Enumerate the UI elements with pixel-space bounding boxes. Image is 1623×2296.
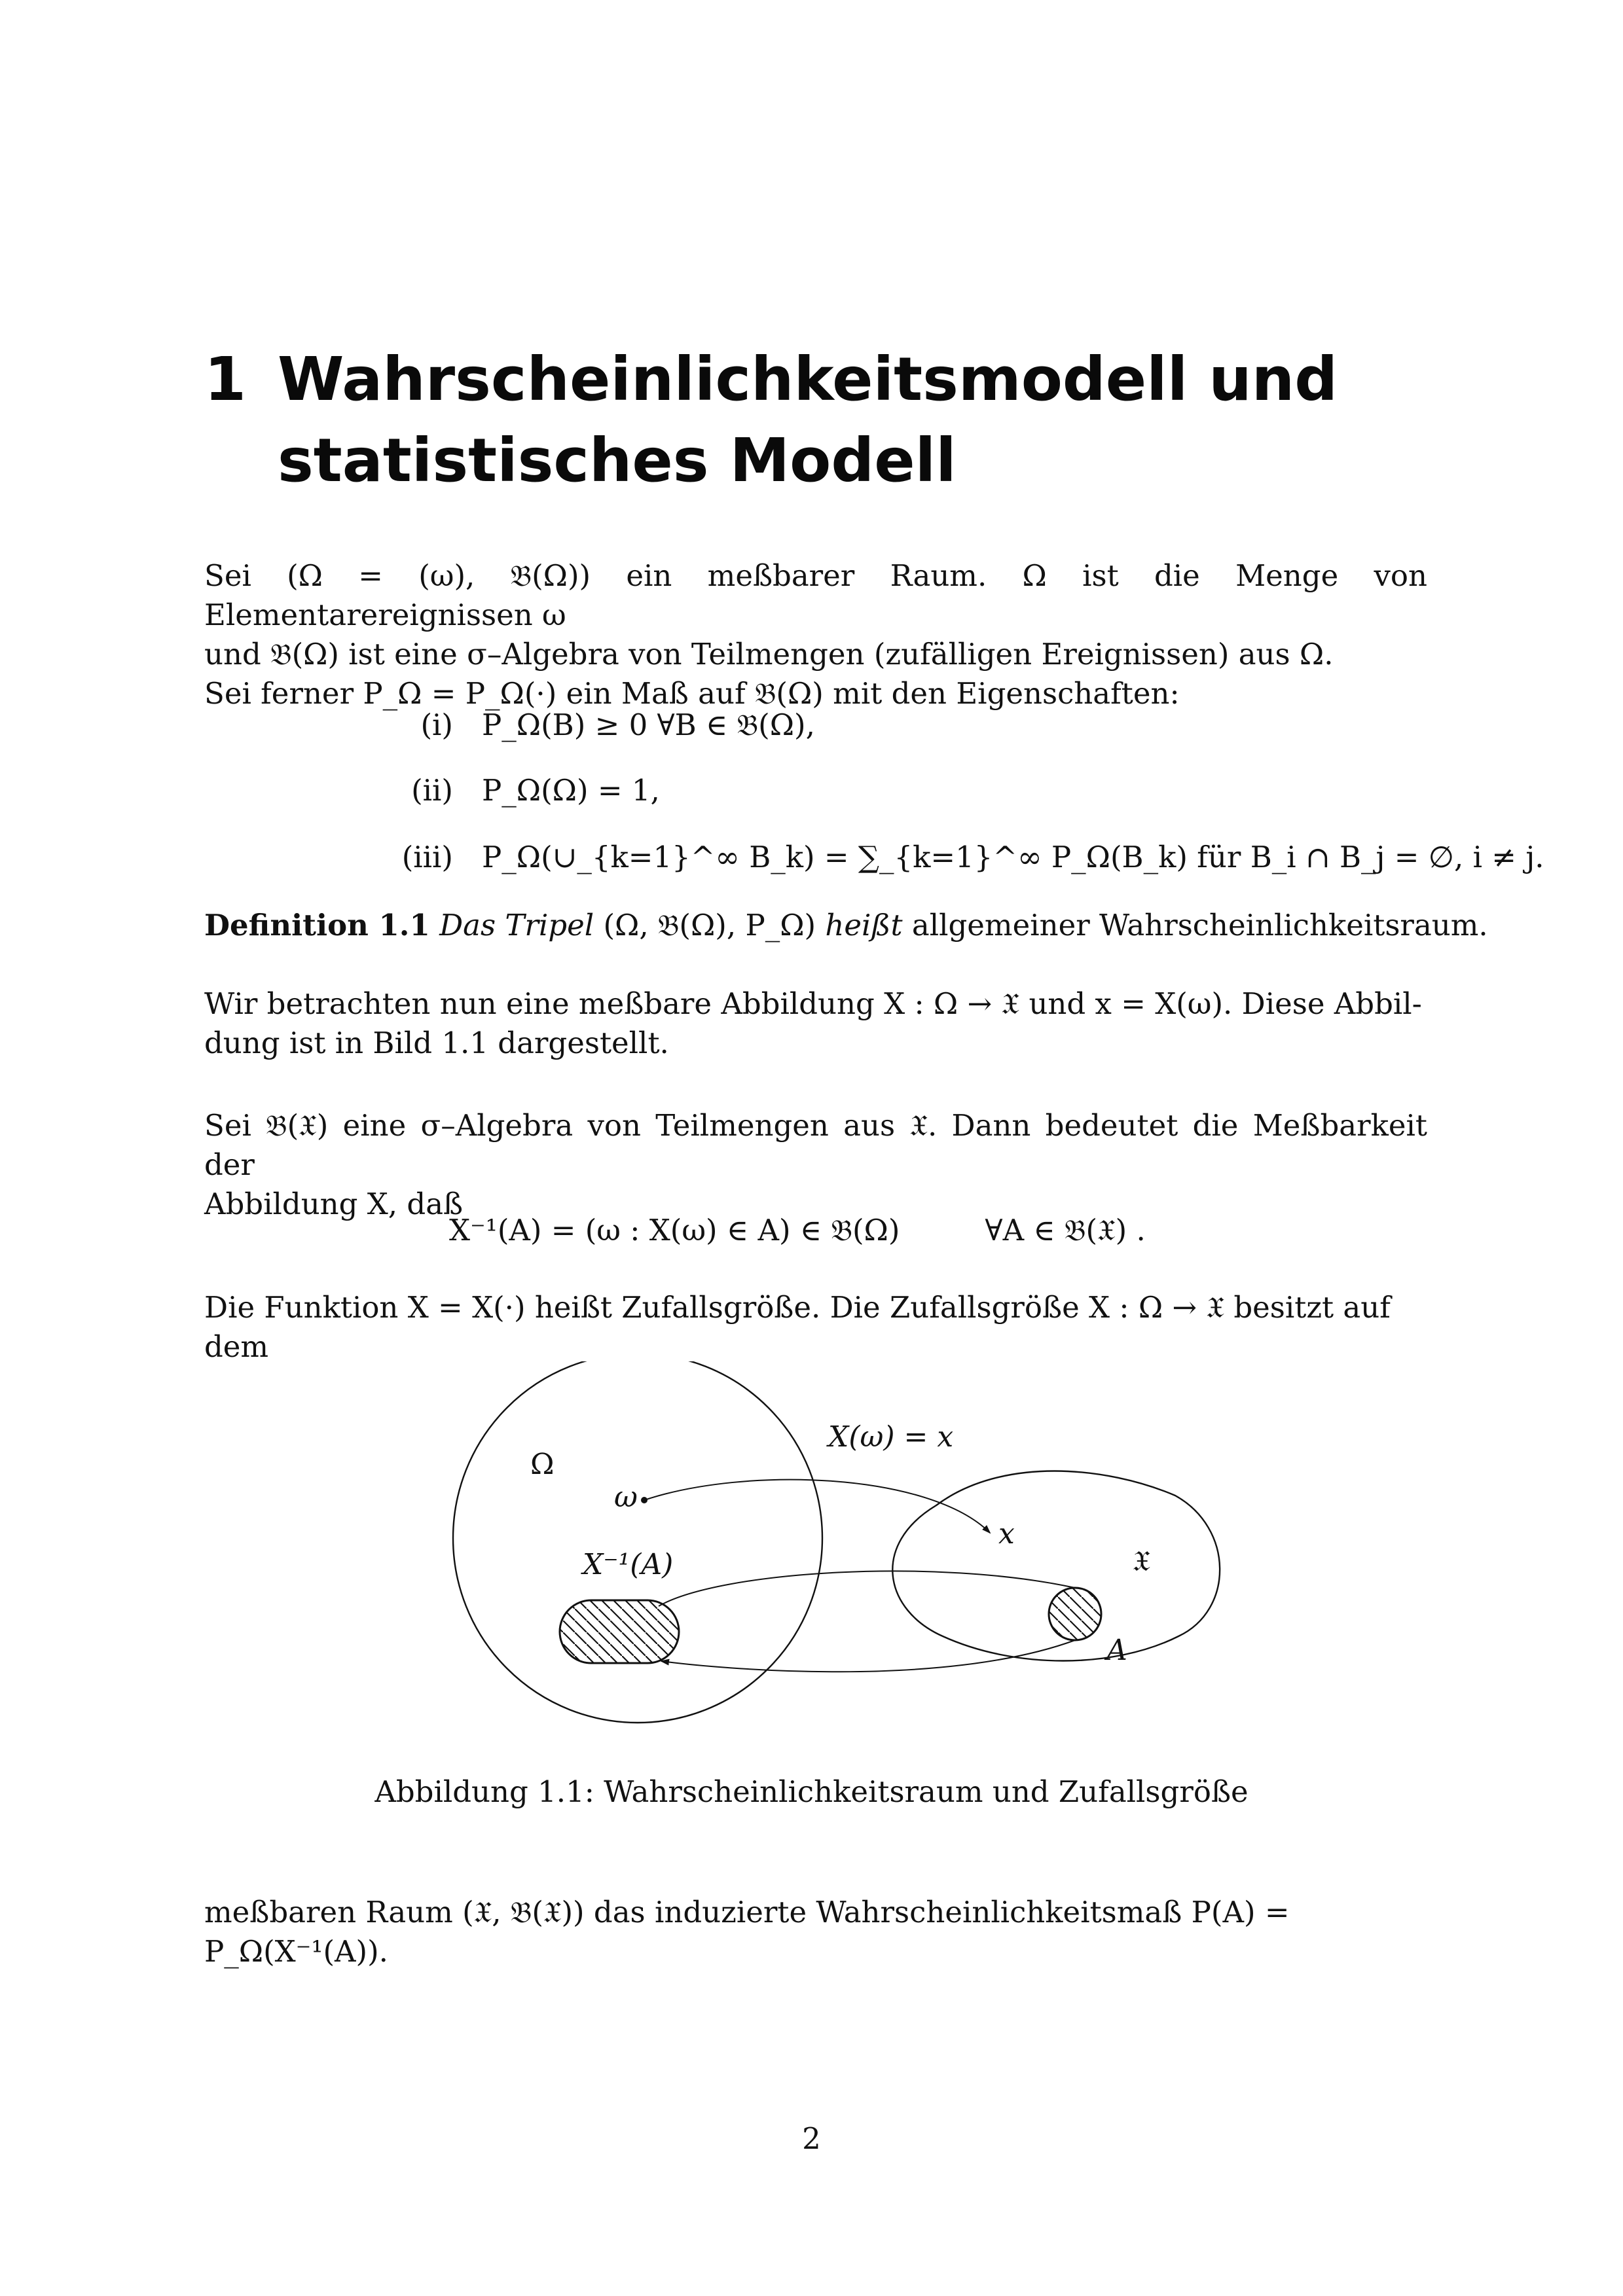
event-set-a: [1049, 1588, 1101, 1640]
definition-italic-1: Das Tripel: [439, 908, 594, 942]
chapter-number: 1: [204, 344, 247, 414]
omega-point-label: ω: [614, 1480, 638, 1514]
mapping-line-1: Wir betrachten nun eine meßbare Abbildung X : Ω → 𝔛 und x = X(ω). Diese Abbil-: [204, 986, 1422, 1021]
map-label: X(ω) = x: [828, 1420, 954, 1454]
measurability-line-2: Abbildung X, daß: [204, 1187, 464, 1221]
chapter-title-line-2: statistisches Modell: [278, 425, 957, 495]
property-text: P_Ω(∪_{k=1}^∞ B_k) = ∑_{k=1}^∞ P_Ω(B_k) für B_i ∩ B_j = ∅, i ≠ j.: [482, 840, 1544, 874]
set-a-label: A: [1106, 1634, 1127, 1667]
closing-paragraph: [204, 1893, 1427, 1971]
preimage-set: [560, 1600, 679, 1663]
omega-set: [453, 1361, 822, 1723]
preimage-label: X⁻¹(A): [583, 1548, 674, 1581]
definition-math: (Ω, 𝔅(Ω), P_Ω): [603, 908, 816, 942]
closing-line: meßbaren Raum (𝔛, 𝔅(𝔛)) das induzierte Wahrscheinlichkeitsmaß P(A) = P_Ω(X⁻¹(A)).: [204, 1895, 1290, 1969]
x-space-label: 𝔛: [1133, 1545, 1150, 1578]
figure-caption: Abbildung 1.1: Wahrscheinlichkeitsraum und Zufallsgröße: [374, 1774, 1249, 1809]
measurability-line-1: Sei 𝔅(𝔛) eine σ–Algebra von Teilmengen aus 𝔛. Dann bedeutet die Meßbarkeit der: [204, 1108, 1427, 1182]
property-text: P_Ω(Ω) = 1,: [482, 773, 660, 808]
definition-italic-2: heißt: [825, 908, 903, 942]
measurability-formula: [449, 1211, 1146, 1250]
measurability-paragraph: [204, 1106, 1427, 1224]
page-number: 2: [802, 2121, 821, 2156]
mapping-paragraph: [204, 984, 1427, 1063]
x-point-label: x: [998, 1517, 1015, 1551]
mapping-line-2: dung ist in Bild 1.1 dargestellt.: [204, 1026, 669, 1060]
property-text: P_Ω(B) ≥ 0 ∀B ∈ 𝔅(Ω),: [482, 708, 815, 742]
mapping-arrow: [644, 1480, 990, 1533]
property-label: (i): [420, 708, 453, 742]
chapter-title-line-1: Wahrscheinlichkeitsmodell und: [278, 344, 1338, 414]
definition-1-1: [204, 906, 1488, 945]
definition-label: Definition 1.1: [204, 908, 430, 942]
chapter-title: [278, 339, 1456, 501]
preimage-arrow: [661, 1640, 1075, 1672]
random-variable-line: Die Funktion X = X(·) heißt Zufallsgröße. Die Zufallsgröße X : Ω → 𝔛 besitzt auf dem: [204, 1290, 1391, 1364]
intro-line-3: Sei ferner P_Ω = P_Ω(·) ein Maß auf 𝔅(Ω) mit den Eigenschaften:: [204, 676, 1180, 711]
omega-label: Ω: [530, 1448, 555, 1481]
intro-paragraph: [204, 556, 1427, 713]
property-label: (iii): [401, 840, 453, 874]
formula-right: ∀A ∈ 𝔅(𝔛) .: [985, 1213, 1146, 1247]
intro-line-1: Sei (Ω = (ω), 𝔅(Ω)) ein meßbarer Raum. Ω ist die Menge von Elementarereignissen ω: [204, 558, 1427, 632]
preimage-connector-top: [659, 1571, 1075, 1606]
figure-diagram: [445, 1361, 1244, 1728]
intro-line-2: und 𝔅(Ω) ist eine σ–Algebra von Teilmengen (zufälligen Ereignissen) aus Ω.: [204, 637, 1334, 672]
definition-term: allgemeiner Wahrscheinlichkeitsraum.: [911, 908, 1488, 942]
figure-probability-space: [445, 1361, 1244, 1728]
random-variable-paragraph: [204, 1288, 1427, 1367]
formula-left: X⁻¹(A) = (ω : X(ω) ∈ A) ∈ 𝔅(Ω): [449, 1213, 900, 1247]
property-label: (ii): [411, 773, 453, 808]
